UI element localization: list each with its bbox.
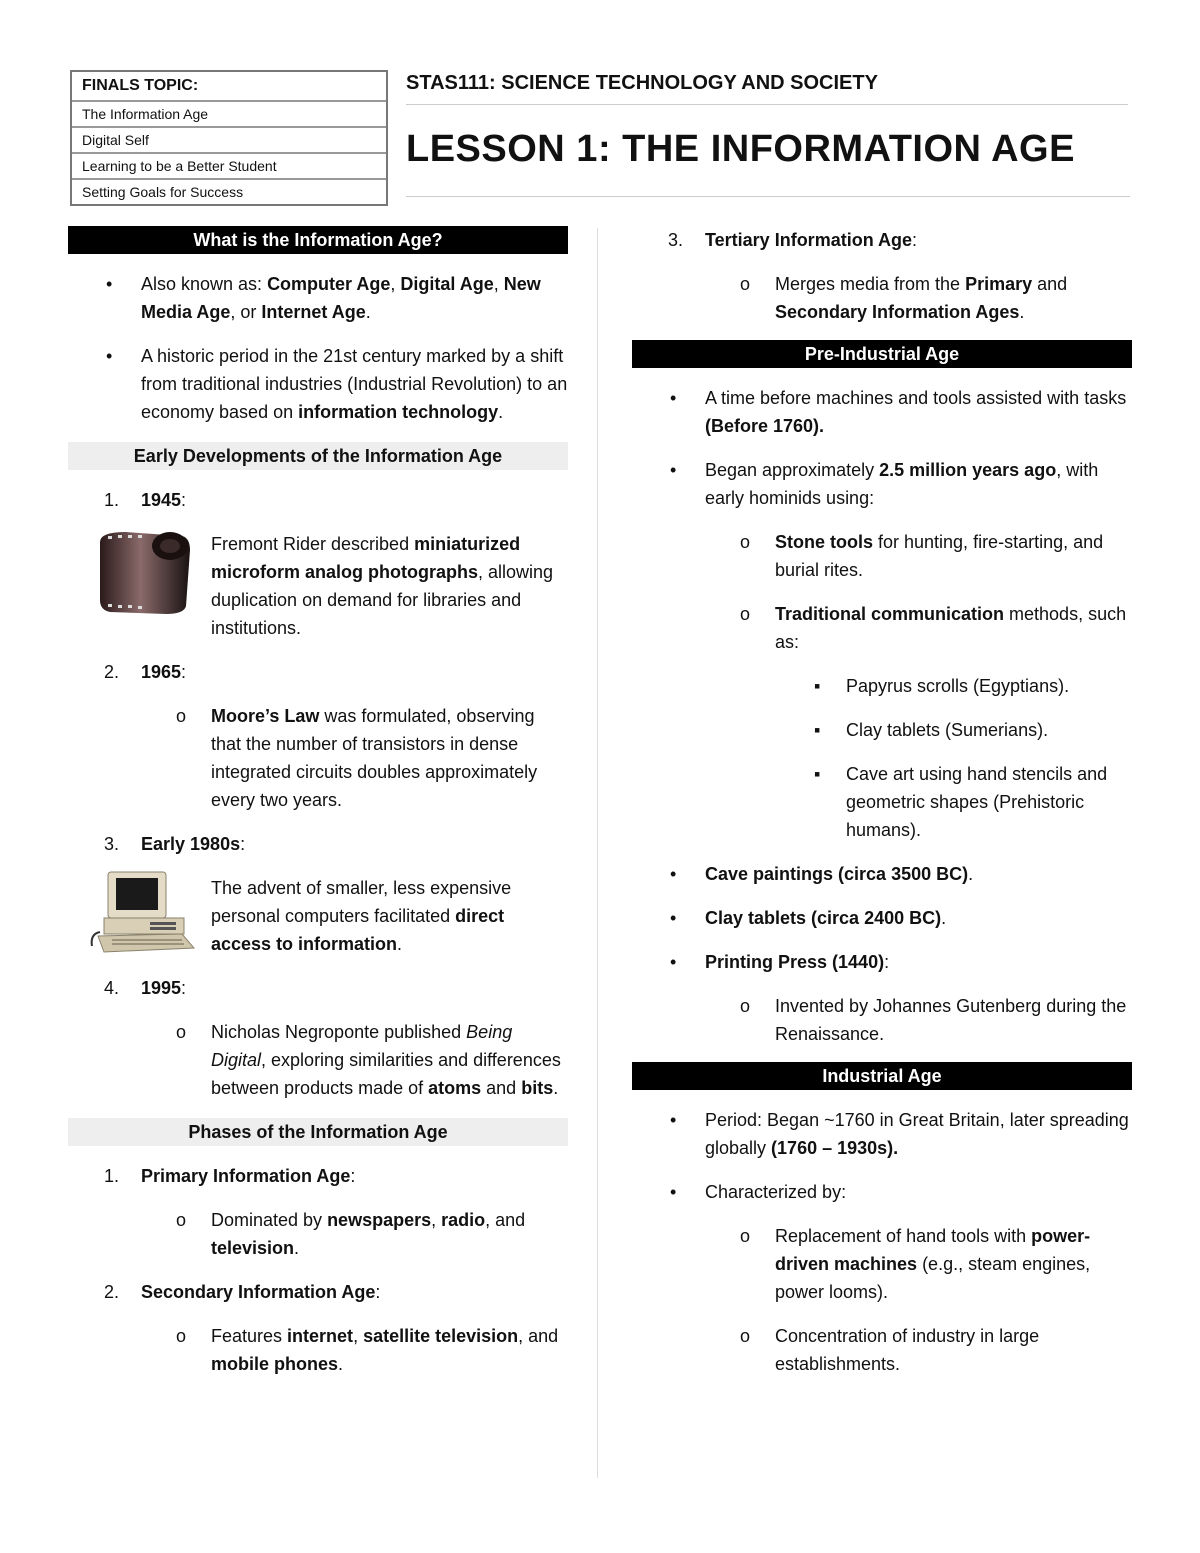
circle-marker: o <box>740 1226 751 1246</box>
circle-marker: o <box>176 1326 187 1346</box>
list-item: o Stone tools for hunting, fire-starting, and burial rites. <box>632 528 1132 584</box>
list-item: o Replacement of hand tools with power-driven machines (e.g., steam engines, power looms). <box>632 1222 1132 1306</box>
list-item: 4. 1995: <box>104 978 187 998</box>
list-item: 1. Primary Information Age: <box>104 1166 356 1186</box>
list-item: o Moore’s Law was formulated, observing that the number of transistors in dense integrated circuits doubles approximately every two years. <box>68 702 568 814</box>
topic-item: Digital Self <box>72 126 386 152</box>
topic-item: Setting Goals for Success <box>72 178 386 204</box>
list-item: o Nicholas Negroponte published Being Digital, exploring similarities and differences between products made of atoms and bits. <box>68 1018 568 1102</box>
list-item: ▪ Cave art using hand stencils and geometric shapes (Prehistoric humans). <box>632 760 1132 844</box>
topic-item: Learning to be a Better Student <box>72 152 386 178</box>
bullet-marker: • <box>106 346 113 366</box>
list-item: o Dominated by newspapers, radio, and television. <box>68 1206 568 1262</box>
topic-item: The Information Age <box>72 100 386 126</box>
list-item: 3. Early 1980s: <box>104 834 246 854</box>
list-item: • Clay tablets (circa 2400 BC). <box>632 904 1132 932</box>
list-item: • A time before machines and tools assisted with tasks (Before 1760). <box>632 384 1132 440</box>
list-item: 2. 1965: <box>104 662 187 682</box>
square-marker: ▪ <box>814 676 821 696</box>
list-item: • Also known as: Computer Age, Digital Age, New Media Age, or Internet Age. <box>68 270 568 326</box>
list-item: • Printing Press (1440): <box>632 948 1132 976</box>
circle-marker: o <box>740 532 751 552</box>
list-item: • Characterized by: <box>632 1178 1132 1206</box>
bullet-marker: • <box>670 908 677 928</box>
list-item: o Invented by Johannes Gutenberg during the Renaissance. <box>632 992 1132 1048</box>
bullet-marker: • <box>670 952 677 972</box>
list-item: The advent of smaller, less expensive personal computers facilitated direct access to information. <box>68 874 568 958</box>
topics-title: FINALS TOPIC: <box>82 77 199 94</box>
column-divider <box>597 228 598 1478</box>
circle-marker: o <box>740 1326 751 1346</box>
bullet-marker: • <box>670 864 677 884</box>
list-item: ▪ Clay tablets (Sumerians). <box>632 716 1132 744</box>
film-roll-icon <box>96 528 192 616</box>
list-item: o Merges media from the Primary and Secondary Information Ages. <box>632 270 1132 326</box>
header-divider <box>406 104 1128 105</box>
bullet-marker: • <box>670 388 677 408</box>
list-item: 1. 1945: <box>104 490 187 510</box>
course-title: STAS111: SCIENCE TECHNOLOGY AND SOCIETY <box>406 72 878 94</box>
circle-marker: o <box>740 996 751 1016</box>
lesson-title: LESSON 1: THE INFORMATION AGE <box>406 128 1075 170</box>
list-item: 2. Secondary Information Age: <box>104 1282 381 1302</box>
bullet-marker: • <box>670 1110 677 1130</box>
list-item: o Concentration of industry in large establishments. <box>632 1322 1132 1378</box>
list-item: o Traditional communication methods, such as: <box>632 600 1132 656</box>
header-divider <box>406 196 1130 197</box>
personal-computer-icon <box>90 870 200 954</box>
list-item: ▪ Papyrus scrolls (Egyptians). <box>632 672 1132 700</box>
circle-marker: o <box>176 1210 187 1230</box>
bullet-marker: • <box>670 460 677 480</box>
square-marker: ▪ <box>814 764 821 784</box>
circle-marker: o <box>740 604 751 624</box>
left-column <box>68 226 568 1378</box>
section-header-what: What is the Information Age? <box>68 226 568 254</box>
bullet-marker: • <box>670 1182 677 1202</box>
list-item: • Cave paintings (circa 3500 BC). <box>632 860 1132 888</box>
circle-marker: o <box>740 274 751 294</box>
section-header-industrial: Industrial Age <box>632 1062 1132 1090</box>
circle-marker: o <box>176 706 187 726</box>
square-marker: ▪ <box>814 720 821 740</box>
circle-marker: o <box>176 1022 187 1042</box>
right-column <box>632 226 1132 1378</box>
section-header-early: Early Developments of the Information Age <box>68 442 568 470</box>
list-item: Fremont Rider described miniaturized microform analog photographs, allowing duplication on demand for libraries and institutions. <box>68 530 568 642</box>
list-item: 3. Tertiary Information Age: <box>668 230 918 250</box>
list-item: • Period: Began ~1760 in Great Britain, later spreading globally (1760 – 1930s). <box>632 1106 1132 1162</box>
bullet-marker: • <box>106 274 113 294</box>
list-item: • A historic period in the 21st century marked by a shift from traditional industries (Industrial Revolution) to an economy based on information technology. <box>68 342 568 426</box>
list-item: o Features internet, satellite television, and mobile phones. <box>68 1322 568 1378</box>
finals-topics-box <box>70 70 388 206</box>
list-item: • Began approximately 2.5 million years ago, with early hominids using: <box>632 456 1132 512</box>
section-header-phases: Phases of the Information Age <box>68 1118 568 1146</box>
section-header-pre-industrial: Pre-Industrial Age <box>632 340 1132 368</box>
